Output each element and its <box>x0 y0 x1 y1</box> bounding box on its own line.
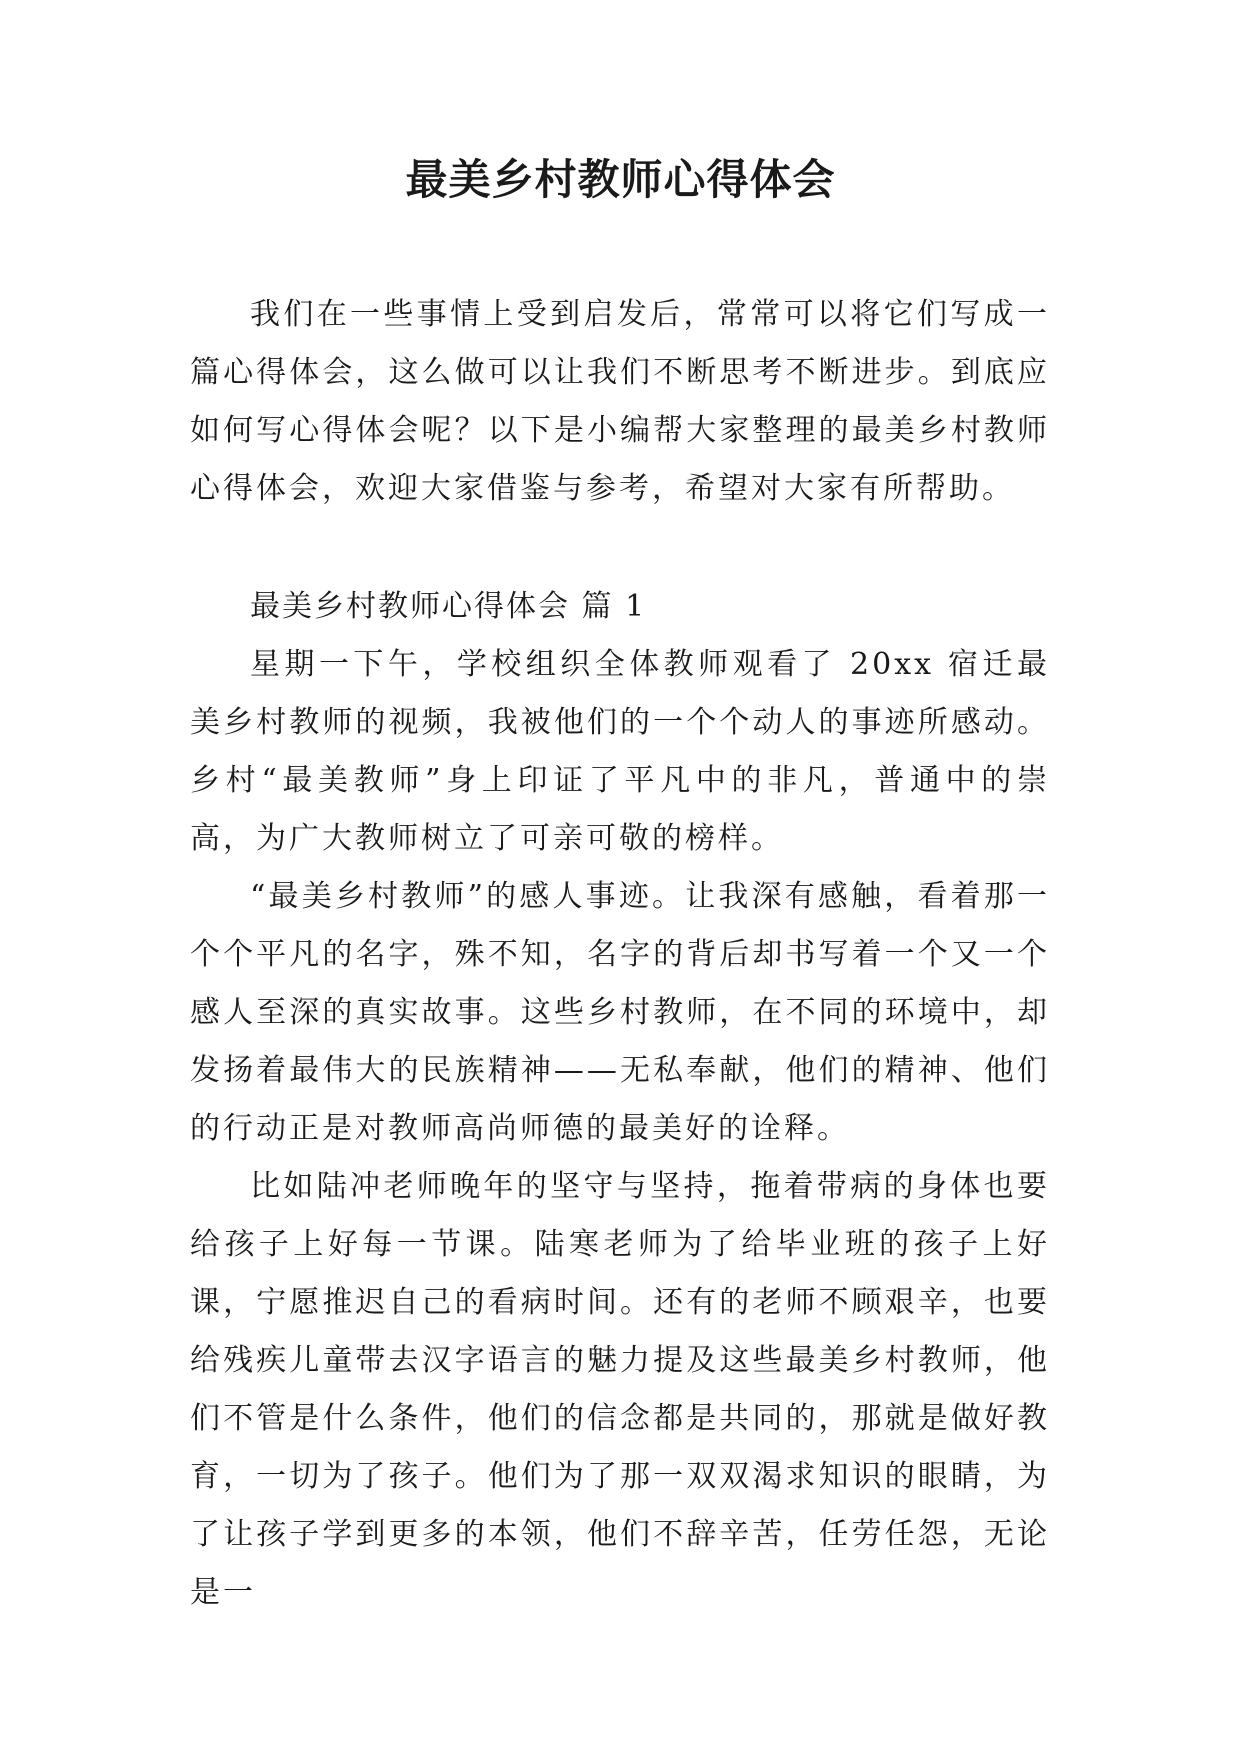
body-paragraph: 比如陆冲老师晚年的坚守与坚持，拖着带病的身体也要给孩子上好每一节课。陆寒老师为了给毕业班的孩子上好课，宁愿推迟自己的看病时间。还有的老师不顾艰辛，也要给残疾儿童带去汉字语言的魅力提及这些最美乡村教师，他们不管是什么条件，他们的信念都是共同的，那就是做好教育，一切为了孩子。他们为了那一双双渴求知识的眼睛，为了让孩子学到更多的本领，他们不辞辛苦，任劳任怨，无论是一 <box>190 1169 1050 1610</box>
intro-paragraph: 我们在一些事情上受到启发后，常常可以将它们写成一篇心得体会，这么做可以让我们不断思考不断进步。到底应如何写心得体会呢？以下是小编帮大家整理的最美乡村教师心得体会，欢迎大家借鉴与参考，希望对大家有所帮助。 <box>190 297 1050 506</box>
body-paragraph: “最美乡村教师”的感人事迹。让我深有感触，看着那一个个平凡的名字，殊不知，名字的背后却书写着一个又一个感人至深的真实故事。这些乡村教师，在不同的环境中，却发扬着最伟大的民族精神——无私奉献，他们的精神、他们的行动正是对教师高尚师德的最美好的诠释。 <box>190 879 1050 1146</box>
section-1 <box>190 578 1050 1622</box>
intro-block <box>190 286 1050 518</box>
body-paragraph: 星期一下午，学校组织全体教师观看了 20xx 宿迁最美乡村教师的视频，我被他们的一个个动人的事迹所感动。乡村“最美教师”身上印证了平凡中的非凡，普通中的崇高，为广大教师树立了可亲可敬的榜样。 <box>190 647 1050 856</box>
document-title: 最美乡村教师心得体会 <box>405 155 836 204</box>
section-heading: 最美乡村教师心得体会 篇 1 <box>250 589 647 624</box>
